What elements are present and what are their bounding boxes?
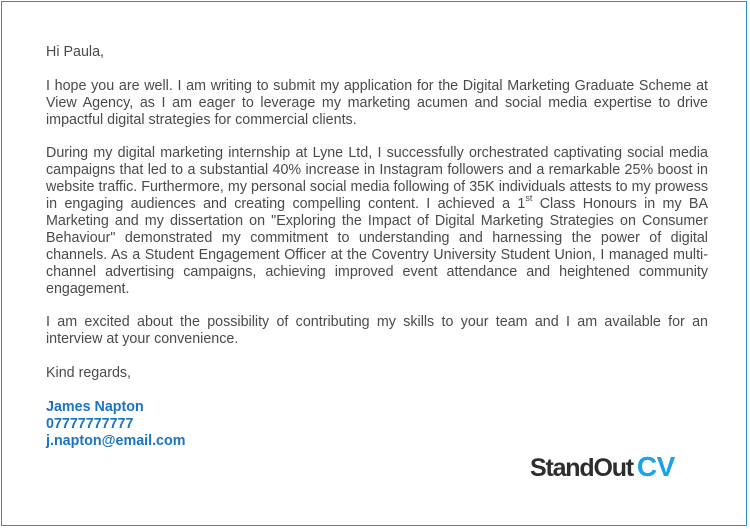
paragraph-experience-part-2: Class Honours in my BA Marketing and my dissertation on "Exploring the Impact of Digital Marketing Strategies on Consumer Behaviour" demonstrated my commitment to understanding and harnessing the power of digital channels. As a Student Engagement Officer at the Coventry University Student Union, I managed multi-channel advertising campaigns, achieving improved event attendance and heightened community engagement.	[46, 196, 709, 297]
cover-letter	[46, 44, 708, 450]
signature-name: James Napton	[46, 398, 144, 415]
sign-off: Kind regards,	[46, 365, 132, 382]
paragraph-experience	[46, 145, 708, 297]
paragraph-intro: I hope you are well. I am writing to submit my application for the Digital Marketing Graduate Scheme at View Agency, as I am eager to leverage my marketing acumen and social media expertise to drive impactful digital strategies for commercial clients.	[46, 77, 708, 128]
signature-phone: 07777777777	[46, 415, 134, 432]
signature-block	[46, 399, 708, 450]
logo-cv: CV	[636, 451, 675, 482]
logo-wordmark: StandOut	[530, 454, 633, 482]
greeting: Hi Paula,	[46, 44, 105, 60]
paragraph-closing: I am excited about the possibility of contributing my skills to your team and I am available for an interview at your convenience.	[46, 314, 708, 348]
signature-email: j.napton@email.com	[46, 432, 186, 449]
paragraph-experience-part-1: During my digital marketing internship at Lyne Ltd, I successfully orchestrated captivating social media campaigns that led to a substantial 40% increase in Instagram followers and a remarkable 25% boost in website traffic. Furthermore, my personal social media following of 35K individuals attests to my prowess in engaging audiences and creating compelling content. I achieved a 1	[46, 145, 708, 213]
ordinal-suffix: st	[525, 193, 533, 204]
standout-cv-logo	[530, 452, 675, 483]
